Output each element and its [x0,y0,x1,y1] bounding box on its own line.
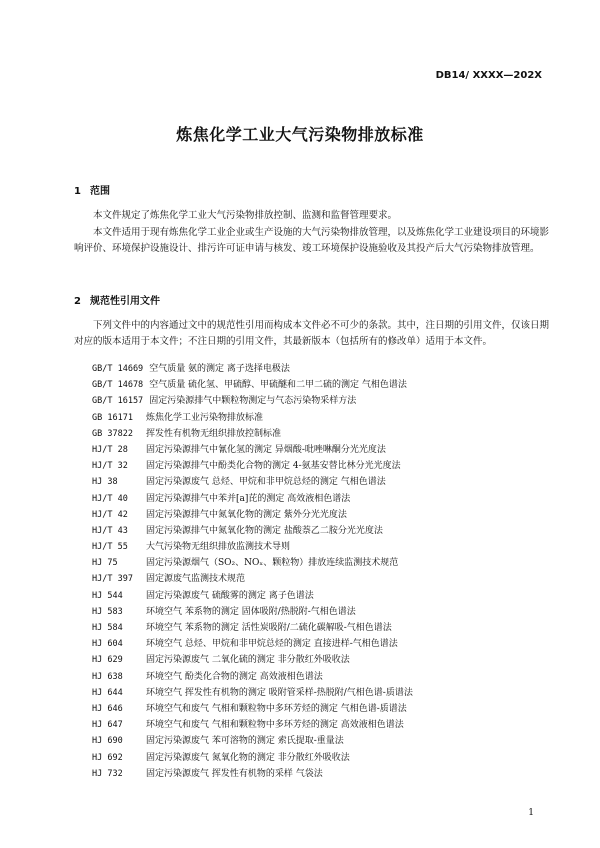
reference-list [92,361,413,782]
reference-item [92,474,413,490]
reference-item [92,717,413,733]
reference-code: HJ 646 [92,703,123,714]
section-number: 2 [74,296,81,307]
reference-code: HJ 584 [92,623,123,633]
reference-item [92,652,413,668]
scope-paragraph-1: 本文件规定了炼焦化学工业大气污染物排放控制、监测和监督管理要求。 [93,210,398,221]
reference-title: 挥发性有机物无组织排放控制标准 [146,428,282,439]
reference-item [92,685,413,701]
reference-title: 固定污染源废气 挥发性有机物的采样 气袋法 [146,768,323,779]
reference-code: GB/T 14669 [92,364,144,374]
reference-item [92,571,413,587]
reference-code: HJ 732 [92,768,123,779]
reference-item [92,766,413,782]
reference-code: HJ 647 [92,720,123,731]
reference-item [92,507,413,523]
scope-paragraph-2: 本文件适用于现有炼焦化学工业企业或生产设施的大气污染物排放管理，以及炼焦化学工业建设项目的环境影响评价、环境保护设施设计、排污许可证申请与核发、竣工环境保护设施验收及其投产后大气污染物排放管理。 [74,227,550,254]
reference-item [92,669,413,685]
reference-title: 环境空气 苯系物的测定 活性炭吸附/二硫化碳解吸-气相色谱法 [146,623,392,633]
reference-code: GB/T 14678 [92,380,144,391]
reference-title: 固定污染源排气中氮氧化物的测定 紫外分光光度法 [146,509,347,520]
section-title: 规范性引用文件 [90,296,160,307]
reference-title: 固定源废气监测技术规范 [146,574,246,585]
reference-code: HJ/T 397 [92,574,133,585]
reference-code: HJ 38 [92,477,118,488]
reference-item [92,750,413,766]
reference-title: 环境空气 总烃、甲烷和非甲烷总烃的测定 直接进样-气相色谱法 [146,639,398,650]
reference-title: 环境空气 挥发性有机物的测定 吸附管采样-热脱附/气相色谱-质谱法 [146,687,413,698]
reference-title: 固定污染源排气中颗粒物测定与气态污染物采样方法 [149,396,357,407]
reference-code: GB 16171 [92,412,133,423]
reference-code: HJ 644 [92,687,123,698]
references-intro-paragraph: 下列文件中的内容通过文中的规范性引用而构成本文件必不可少的条款。其中，注日期的引用文件，仅该日期对应的版本适用于本文件；不注日期的引用文件，其最新版本（包括所有的修改单）适用于本文件。 [74,320,550,347]
reference-item [92,442,413,458]
reference-title: 固定污染源废气 氮氧化物的测定 非分散红外吸收法 [146,752,350,763]
reference-code: HJ/T 32 [92,461,128,472]
reference-code: HJ 604 [92,639,123,650]
reference-item [92,539,413,555]
reference-title: 固定污染源排气中苯并[a]芘的测定 高效液相色谱法 [146,493,351,504]
section-heading-scope [74,182,110,197]
reference-item [92,426,413,442]
reference-item [92,523,413,539]
reference-title: 环境空气和废气 气相和颗粒物中多环芳烃的测定 高效液相色谱法 [146,720,404,731]
reference-code: HJ 544 [92,590,123,601]
reference-item [92,377,413,393]
reference-title: 环境空气 苯系物的测定 固体吸附/热脱附-气相色谱法 [146,606,356,617]
reference-item [92,410,413,426]
reference-code: HJ 583 [92,606,123,617]
reference-title: 固定污染源排气中酚类化合物的测定 4-氨基安替比林分光光度法 [146,461,401,472]
reference-item [92,555,413,571]
reference-title: 固定污染源废气 硫酸雾的测定 离子色谱法 [146,590,314,601]
section-number: 1 [74,186,81,197]
reference-item [92,393,413,409]
reference-item [92,620,413,636]
reference-code: HJ/T 28 [92,444,128,455]
reference-code: GB 37822 [92,428,133,439]
reference-code: HJ 629 [92,655,123,666]
document-title: 炼焦化学工业大气污染物排放标准 [176,125,424,144]
reference-title: 固定污染源废气 苯可溶物的测定 索氏提取-重量法 [146,736,344,747]
reference-item [92,733,413,749]
reference-title: 环境空气 酚类化合物的测定 高效液相色谱法 [146,671,323,682]
reference-code: HJ/T 43 [92,525,128,536]
reference-code: GB/T 16157 [92,396,144,407]
document-code: DB14/ XXXX—202X [435,70,542,81]
reference-title: 固定污染源排气中氰化氢的测定 异烟酸-吡唑啉酮分光光度法 [146,444,386,455]
reference-title: 炼焦化学工业污染物排放标准 [146,412,264,423]
reference-item [92,604,413,620]
reference-code: HJ/T 42 [92,509,128,520]
reference-item [92,491,413,507]
reference-item [92,588,413,604]
reference-title: 空气质量 氨的测定 离子选择电极法 [149,364,290,374]
reference-code: HJ 692 [92,752,123,763]
reference-code: HJ 75 [92,558,118,569]
reference-title: 固定污染源排气中氮氧化物的测定 盐酸萘乙二胺分光光度法 [146,525,383,536]
page-number: 1 [528,808,534,818]
reference-title: 空气质量 硫化氢、甲硫醇、甲硫醚和二甲二硫的测定 气相色谱法 [149,380,407,391]
reference-title: 固定污染源烟气（SO₂、NOₓ、颗粒物）排放连续监测技术规范 [146,558,399,569]
reference-code: HJ 690 [92,736,123,747]
reference-title: 环境空气和废气 气相和颗粒物中多环芳烃的测定 气相色谱-质谱法 [146,703,407,714]
reference-title: 固定污染源废气 总烃、甲烷和非甲烷总烃的测定 气相色谱法 [146,477,386,488]
reference-item [92,361,413,377]
reference-code: HJ/T 40 [92,493,128,504]
reference-code: HJ/T 55 [92,542,128,553]
reference-item [92,458,413,474]
section-heading-references [74,292,160,307]
reference-item [92,636,413,652]
reference-title: 固定污染源废气 二氧化硫的测定 非分散红外吸收法 [146,655,350,666]
reference-title: 大气污染物无组织排放监测技术导则 [146,542,291,553]
reference-code: HJ 638 [92,671,123,682]
section-title: 范围 [90,186,110,197]
reference-item [92,701,413,717]
